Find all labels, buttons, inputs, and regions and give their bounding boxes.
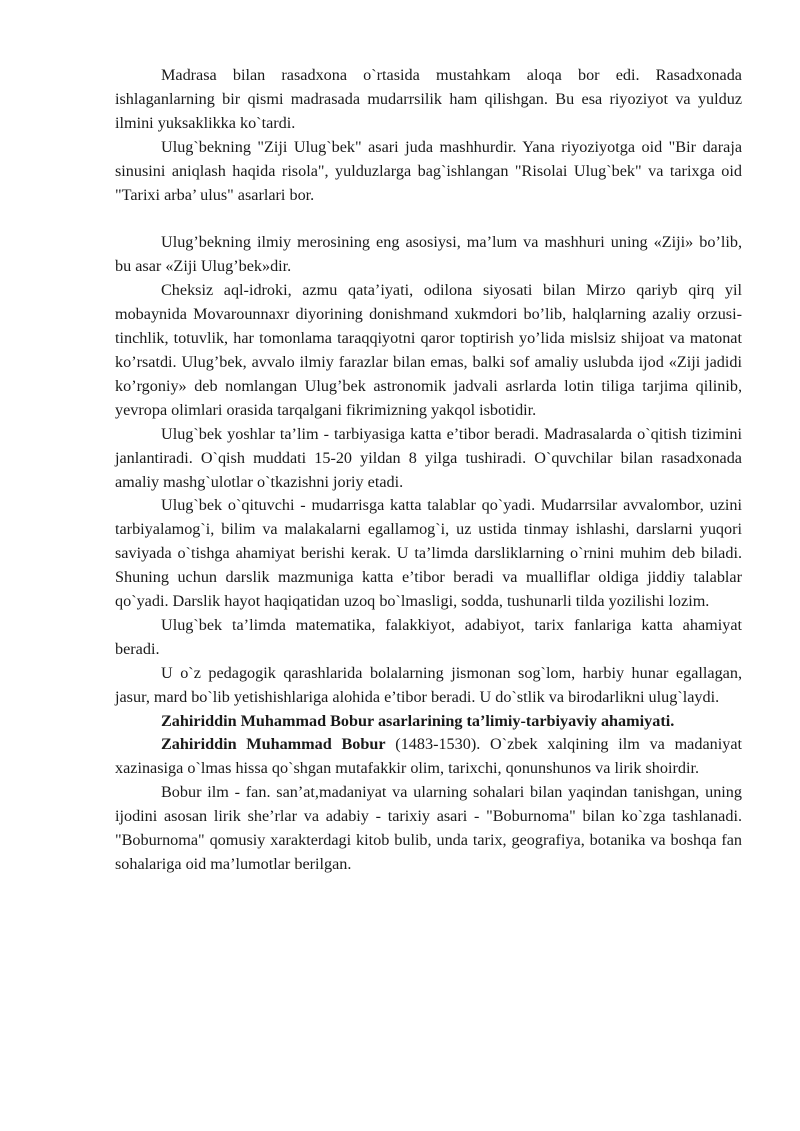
paragraph-ilmiy-meros: Ulug’bekning ilmiy merosining eng asosiysi, ma’lum va mashhuri uning «Ziji» bo’lib, bu asar «Ziji Ulug’bek»dir. [115,233,742,276]
paragraph-madrasa: Madrasa bilan rasadxona o`rtasida mustahkam aloqa bor edi. Rasadxonada ishlaganlarning bir qismi madrasada mudarrsilik ham qilishgan. Bu esa riyoziyot va yulduz ilmini yuksaklikka ko`tardi. [115,66,742,132]
paragraph-fanlar: Ulug`bek ta’limda matematika, falakkiyot, adabiyot, tarix fanlariga katta ahamiyat beradi. [115,615,742,658]
paragraph-ziji-works: Ulug`bekning "Ziji Ulug`bek" asari juda mashhurdir. Yana riyoziyotga oid "Bir daraja sinusini aniqlash haqida risola", yulduzlarga bag`ishlangan "Risolai Ulug`bek" va tarixga oid "Tarixi arba’ ulus" asarlari bor. [115,137,742,204]
paragraph-talim-tarbiya: Ulug`bek yoshlar ta’lim - tarbiyasiga katta e’tibor beradi. Madrasalarda o`qitish tizimini janlantiradi. O`qish muddati 15-20 yildan 8 yilga tushiradi. O`quvchilar bilan rasadxonada amaliy mashg`ulotlar o`tkazishni joriy etadi. [115,424,742,491]
paragraph-cheksiz-aql: Cheksiz aql-idroki, azmu qata’iyati, odilona siyosati bilan Mirzo qariyb qirq yil mobaynida Movarounnaxr diyorining donishmand xukmdori bo’lib, halqlarning azaliy orzusi-tinchlik, totuvlik, har tomonlama taraqqiyotni qaror toptirish yo’lida mislsiz shijoat va matonat ko’rsatdi. Ulug’bek, avvalo ilmiy farazlar bilan emas, balki sof amaliy uslubda ijod «Ziji jadidi ko’rgoniy» deb nomlangan Ulug’bek astronomik jadvali asrlarda lotin tiliga tarjima qilinib, yevropa olimlari orasida tarqalgani fikrimizning yakqol isbotidir. [115,281,742,419]
paragraph-mudarris: Ulug`bek o`qituvchi - mudarrisga katta talablar qo`yadi. Mudarrsilar avvalombor, uzini tarbiyalamog`i, bilim va malakalarni egallamog`i, uz ustida tinmay ishlashi, darslarni yuqori saviyada o`tishga ahamiyat berishi kerak. U ta’limda darsliklarning o`rnini muhim deb biladi. Shuning uchun darslik mazmuniga katta e’tibor beradi va mualliflar oldiga jiddiy talablar qo`yadi. Darslik hayot haqiqatidan uzoq bo`lmasligi, sodda, tushunarli tilda yozilishi lozim. [115,496,742,611]
document-page [115,64,742,877]
section-heading: Zahiriddin Muhammad Bobur asarlarining ta’limiy-tarbiyaviy ahamiyati. [161,711,675,730]
paragraph-pedagogik: U o`z pedagogik qarashlarida bolalarning jismonan sog`lom, harbiy hunar egallagan, jasur, mard bo`lib yetishishlariga alohida e’tibor beradi. U do`stlik va birodarlikni ulug`laydi. [115,663,742,706]
bobur-name: Zahiriddin Muhammad Bobur [161,735,386,754]
paragraph-boburnoma: Bobur ilm - fan. san’at,madaniyat va ularning sohalari bilan yaqindan tanishgan, uning ijodini asosan lirik she’rlar va adabiy - tarixiy asari - "Boburnoma" bilan ko`zga tashlanadi. "Boburnoma" qomusiy xarakterdagi kitob bulib, unda tarix, geografiya, botanika va boshqa fan sohalariga oid ma’lumotlar berilgan. [115,783,742,873]
paragraph-bobur-intro [115,733,742,781]
bobur-intro-text: (1483-1530). O`zbek xalqining ilm va madaniyat xazinasiga o`lmas hissa qo`shgan mutafakkir olim, tarixchi, qonunshunos va lirik shoirdir. [115,735,742,778]
